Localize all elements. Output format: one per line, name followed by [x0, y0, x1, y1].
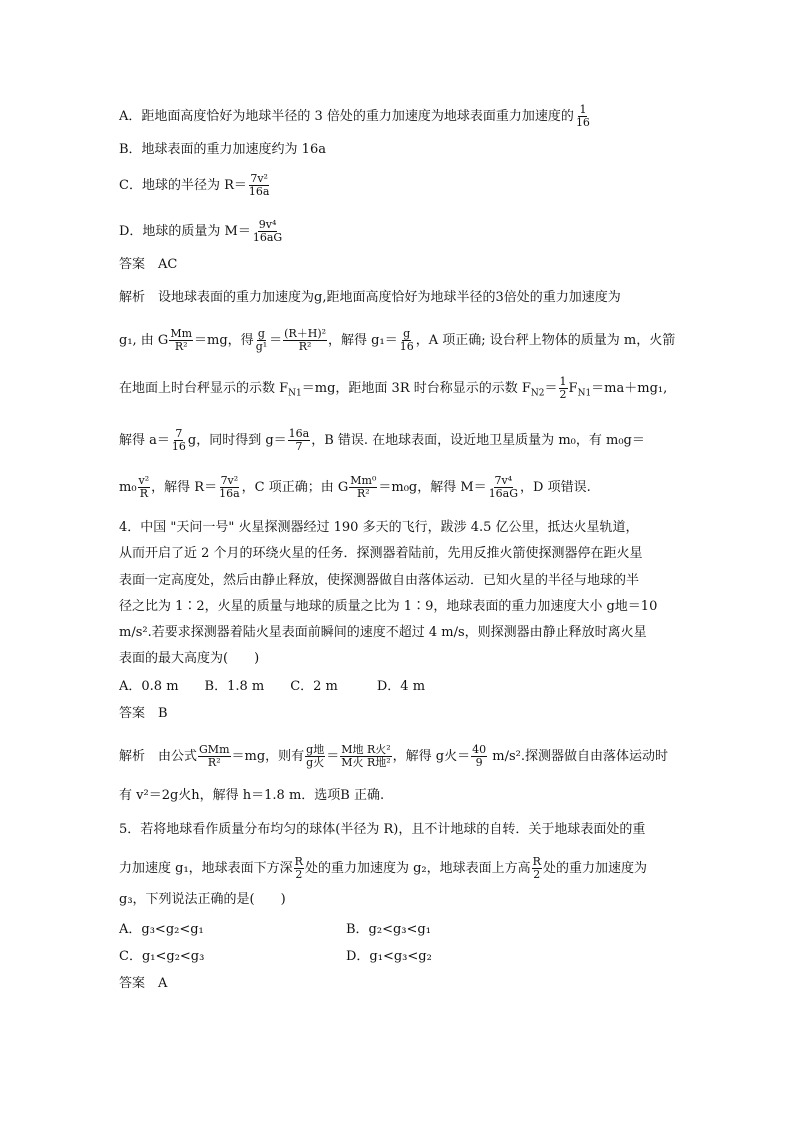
q3-option-a: A．距地面高度恰好为地球半径的 3 倍处的重力加速度为地球表面重力加速度的 $\frac{1}{16}$ [119, 103, 590, 129]
fraction: $\frac{g}{16}$ [399, 327, 414, 353]
q5-stem-line-2: 力加速度 g₁，地球表面下方深 $\frac{R}{2}$ 处的重力加速度为 g₂，地球表面上方高 $\frac{R}{2}$ 处的重力加速度为 [119, 855, 647, 881]
fraction: $\frac{\text{M地 R火²}}{\text{M火 R地²}}$ [341, 743, 391, 769]
fraction: $\frac{7}{16}$ [171, 427, 186, 453]
q4-options: A．0.8 m B．1.8 m C．2 m D．4 m [119, 679, 426, 694]
fraction: $\frac{1}{2}$ [559, 375, 567, 401]
fraction: $\frac{\text{Mm⁰}}{\text{R²}}$ [350, 474, 377, 500]
q3-option-b: B．地球表面的重力加速度约为 16a [119, 142, 326, 157]
q3-option-d: D．地球的质量为 M＝ $\frac{\text{9v⁴}}{16aG}$ [119, 218, 283, 244]
fraction: $\frac{\text{(R＋H)²}}{\text{R²}}$ [284, 327, 327, 353]
q4-stem-line-1: 4．中国 "天问一号" 火星探测器经过 190 多天的飞行，跋涉 4.5 亿公里，抵达火星轨道， [119, 520, 639, 535]
fraction: $\frac{\text{7v⁴}}{16aG}$ [488, 474, 519, 500]
fraction: $\frac{1}{16}$ [575, 103, 590, 129]
q4-stem-line-4: 径之比为 1∶2，火星的质量与地球的质量之比为 1∶9，地球表面的重力加速度大小 g地＝10 [119, 599, 658, 614]
fraction: $\frac{\text{g地}}{\text{g火}}$ [306, 743, 325, 769]
q5-stem-line-1: 5．若将地球看作质量分布均匀的球体(半径为 R)，且不计地球的自转．关于地球表面处的重 [119, 822, 646, 837]
q5-option-c: C．g₁<g₂<g₃ [119, 949, 205, 964]
fraction: $\frac{Mm}{\text{R²}}$ [170, 327, 193, 353]
fraction: $\frac{\text{9v⁴}}{16aG}$ [252, 218, 283, 244]
q4-solution-line-1: 解析 由公式 $\frac{\text{GMm}}{\text{R²}}$ ＝mg，则有 $\frac{\text{g地}}{\text{g火}}$ ＝ $\frac{\text{M地 R火²}}{\text{M火 R地²}}$ ，解得 g火＝ $\frac{40}{9}$ m/s².探测器做自由落体运动时 [119, 743, 668, 769]
q5-option-b: B．g₂<g₃<g₁ [346, 922, 431, 937]
q3-solution-line-5: m₀ $\frac{\text{v²}}{R}$ ，解得 R＝ $\frac{\text{7v²}}{16a}$ ，C 项正确；由 G $\frac{\text{Mm⁰}}{\text{R²}}$ ＝m₀g，解得 M＝ $\frac{\text{7v⁴}}{16aG}$ ，D 项错误. [119, 474, 591, 500]
q3-solution-line-4: 解得 a＝ $\frac{7}{16}$ g，同时得到 g＝ $\frac{16a}{7}$ ，B 错误. 在地球表面，设近地卫星质量为 m₀，有 m₀g＝ [119, 427, 645, 453]
fraction: $\frac{R}{2}$ [294, 855, 303, 881]
fraction: $\frac{40}{9}$ [472, 743, 487, 769]
fraction: $\frac{\text{7v²}}{16a}$ [219, 474, 240, 500]
q4-solution-line-2: 有 v²＝2g火h，解得 h＝1.8 m．选项B 正确. [119, 788, 385, 803]
fraction: $\frac{g}{\text{g¹}}$ [255, 327, 268, 353]
fraction: $\frac{\text{GMm}}{\text{R²}}$ [199, 743, 230, 769]
q4-stem-line-2: 从而开启了近 2 个月的环绕火星的任务．探测器着陆前，先用反推火箭使探测器停在距火星 [119, 546, 643, 561]
q3-answer: 答案 AC [119, 257, 178, 272]
q3-solution-line-1: 解析 设地球表面的重力加速度为g,距地面高度恰好为地球半径的3倍处的重力加速度为 [119, 290, 621, 305]
q5-option-a: A．g₃<g₂<g₁ [119, 922, 204, 937]
fraction: $\frac{R}{2}$ [532, 855, 541, 881]
q3-solution-line-2: g₁, 由 G $\frac{Mm}{\text{R²}}$ ＝mg，得 $\frac{g}{\text{g¹}}$ ＝ $\frac{\text{(R＋H)²}}{\text{R²}}$ ，解得 g₁＝ $\frac{g}{16}$ ，A 项正确; 设台秤上物体的质量为 m，火箭 [119, 327, 676, 353]
fraction: $\frac{16a}{7}$ [288, 427, 310, 453]
q3-solution-line-3: 在地面上时台秤显示的示数 $F_{N1}=mg$，距地面 3R 时台称显示的示数 $F_{N2}=$ $\frac{1}{2}$ $F_{N1}=ma+mg_1$, [119, 375, 668, 401]
q5-option-d: D．g₁<g₃<g₂ [346, 949, 432, 964]
q5-answer: 答案 A [119, 976, 168, 991]
q3-option-c: C．地球的半径为 R＝ $\frac{\text{7v²}}{16a}$ [119, 172, 270, 198]
fraction: $\frac{\text{7v²}}{16a}$ [248, 172, 270, 198]
q4-answer: 答案 B [119, 706, 168, 721]
q4-stem-line-6: 表面的最大高度为( ) [119, 651, 260, 666]
q5-stem-line-3: g₃，下列说法正确的是( ) [119, 892, 286, 907]
q4-stem-line-3: 表面一定高度处，然后由静止释放，使探测器做自由落体运动．已知火星的半径与地球的半 [119, 573, 640, 588]
fraction: $\frac{\text{v²}}{R}$ [138, 474, 150, 500]
q4-stem-line-5: m/s².若要求探测器着陆火星表面前瞬间的速度不超过 4 m/s，则探测器由静止释放时离火星 [119, 625, 647, 640]
